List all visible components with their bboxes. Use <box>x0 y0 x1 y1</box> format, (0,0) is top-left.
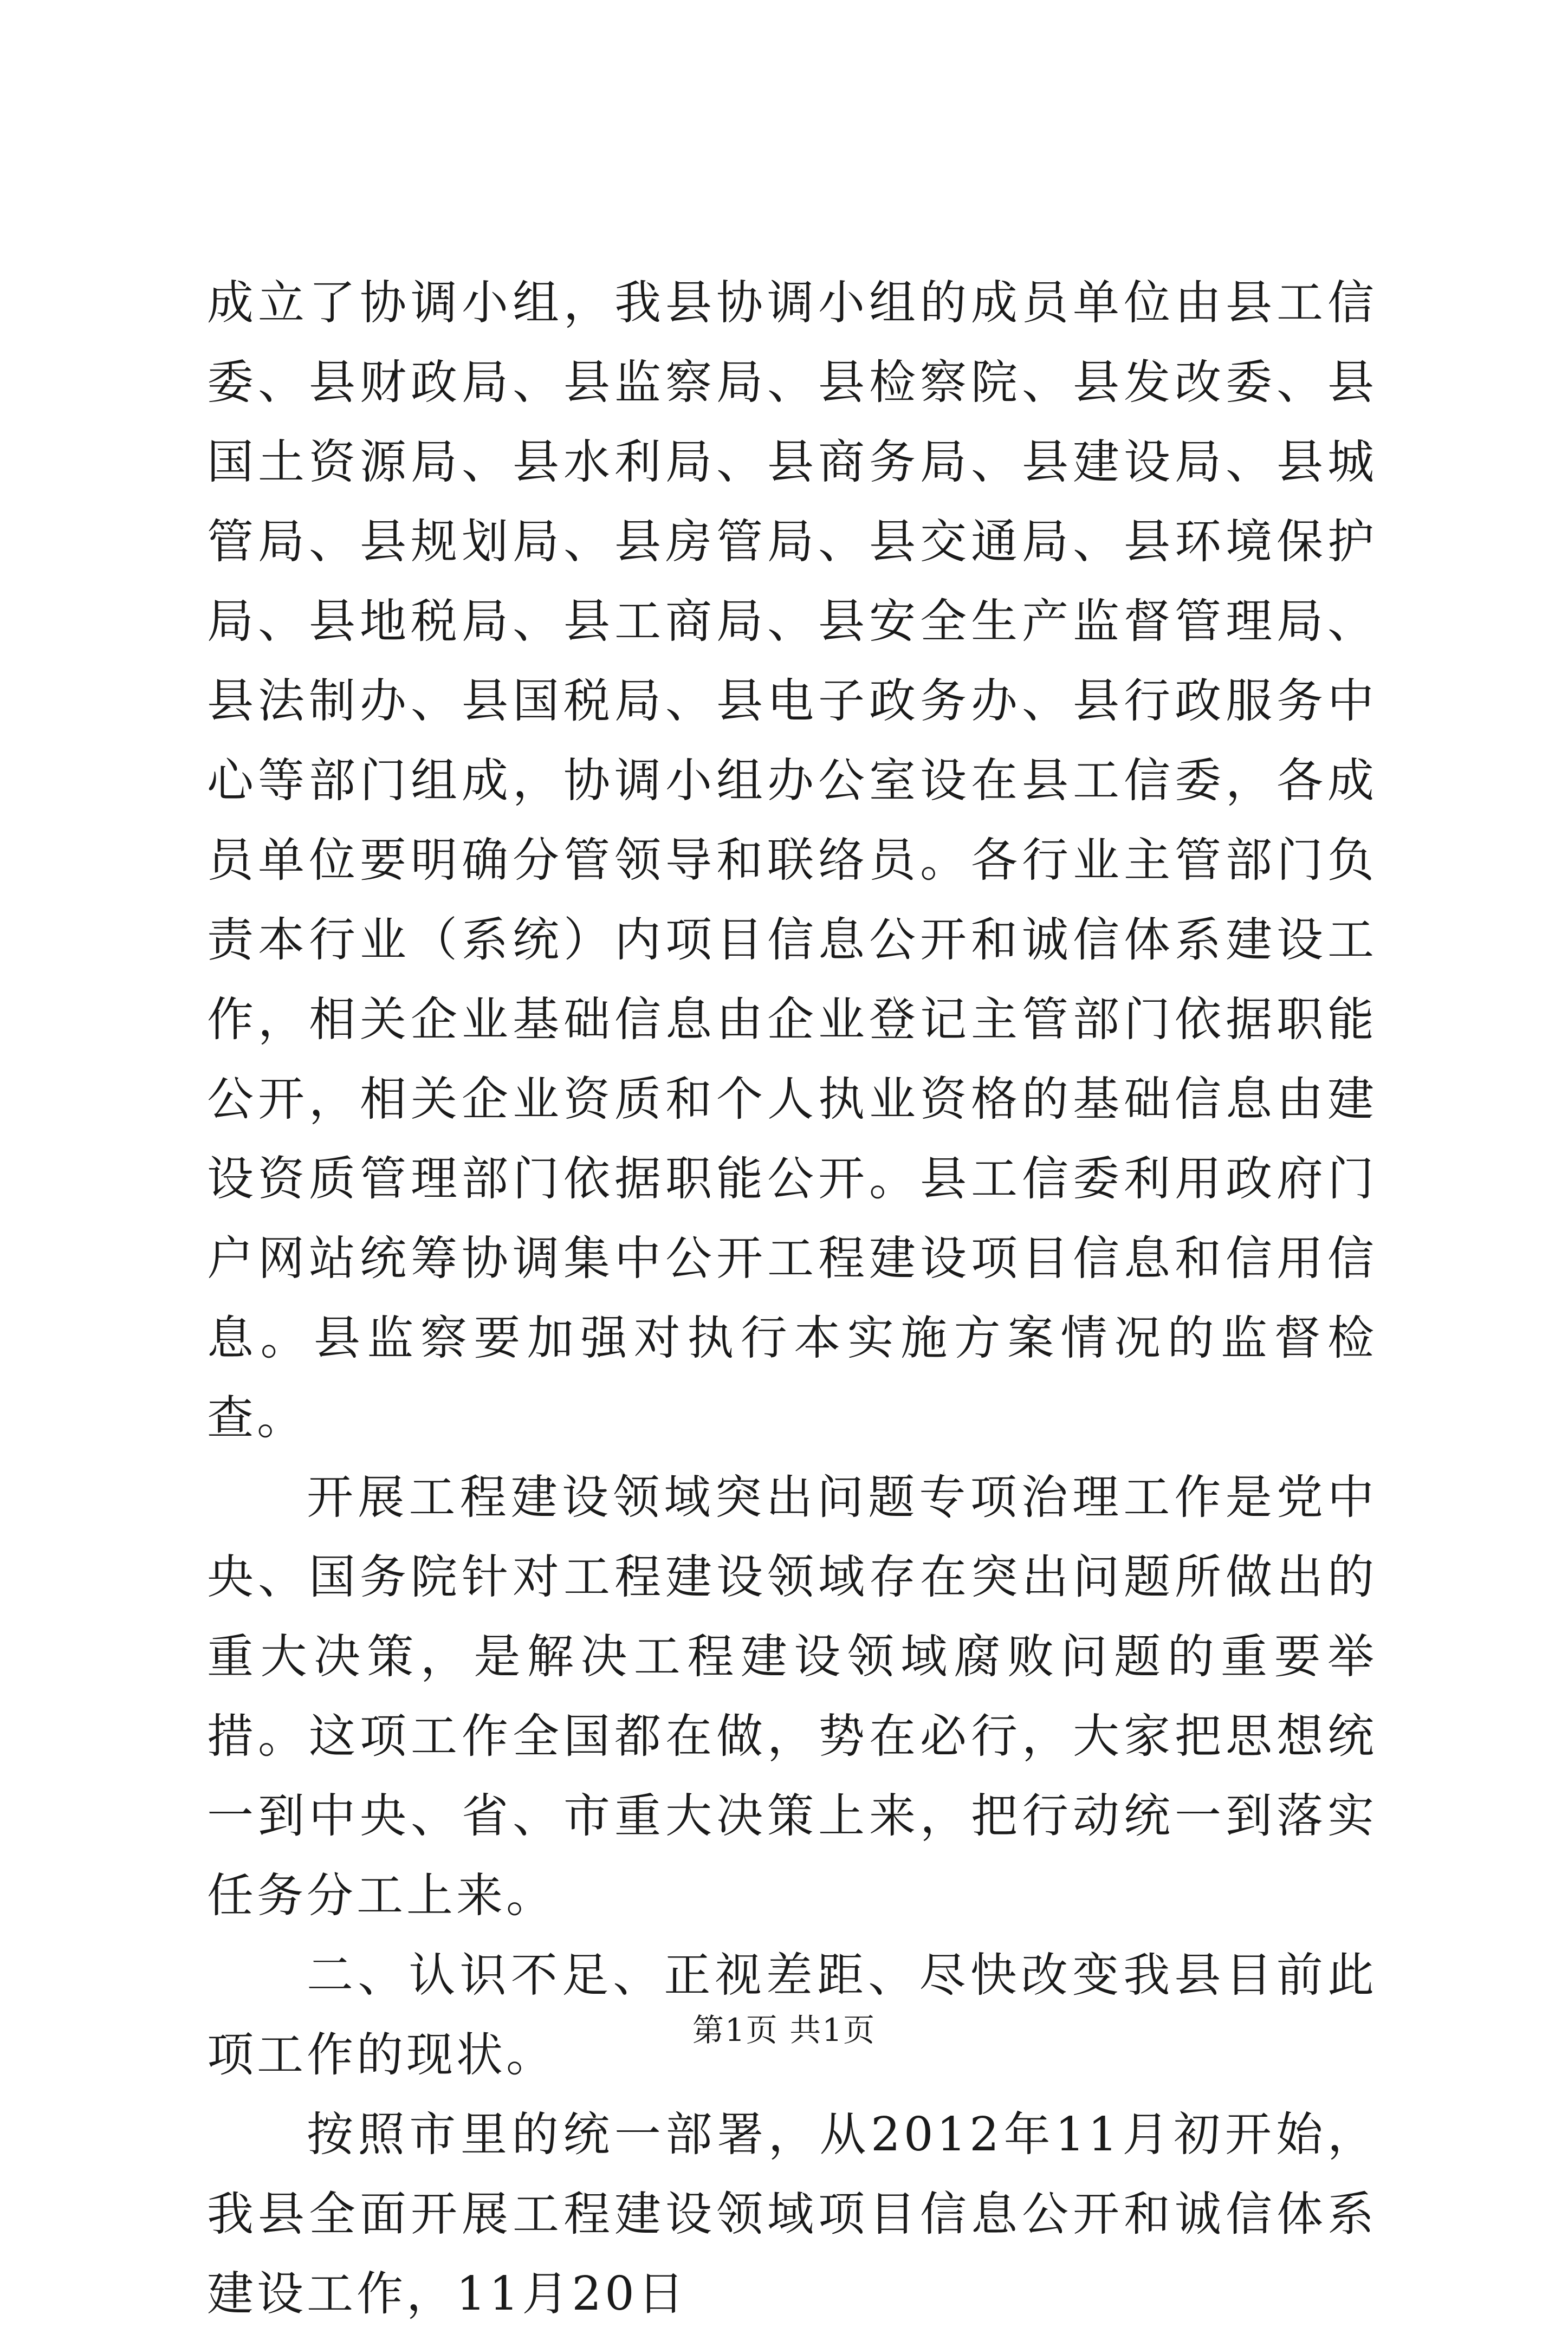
paragraph-policy-significance: 开展工程建设领域突出问题专项治理工作是党中央、国务院针对工程建设领域存在突出问题所做出的重大决策，是解决工程建设领域腐败问题的重要举措。这项工作全国都在做，势在必行，大家把思想统一到中央、省、市重大决策上来，把行动统一到落实任务分工上来。 <box>207 1470 1377 1923</box>
page-footer: 第1页 共1页 <box>692 2012 876 2048</box>
section-heading-two: 二、认识不足、正视差距、尽快改变我县目前此项工作的现状。 <box>207 1948 1377 2082</box>
paragraph-continuation: 成立了协调小组，我县协调小组的成员单位由县工信委、县财政局、县监察局、县检察院、县发改委、县国土资源局、县水利局、县商务局、县建设局、县城管局、县规划局、县房管局、县交通局、县环境保护局、县地税局、县工商局、县安全生产监督管理局、县法制办、县国税局、县电子政务办、县行政服务中心等部门组成，协调小组办公室设在县工信委，各成员单位要明确分管领导和联络员。各行业主管部门负责本行业（系统）内项目信息公开和诚信体系建设工作，相关企业基础信息由企业登记主管部门依据职能公开，相关企业资质和个人执业资格的基础信息由建设资质管理部门依据职能公开。县工信委利用政府门户网站统筹协调集中公开工程建设项目信息和信用信息。县监察要加强对执行本实施方案情况的监督检查。 <box>207 276 1377 1445</box>
paragraph-deployment: 按照市里的统一部署，从2012年11月初开始，我县全面开展工程建设领域项目信息公开和诚信体系建设工作，11月20日 <box>207 2108 1377 2321</box>
